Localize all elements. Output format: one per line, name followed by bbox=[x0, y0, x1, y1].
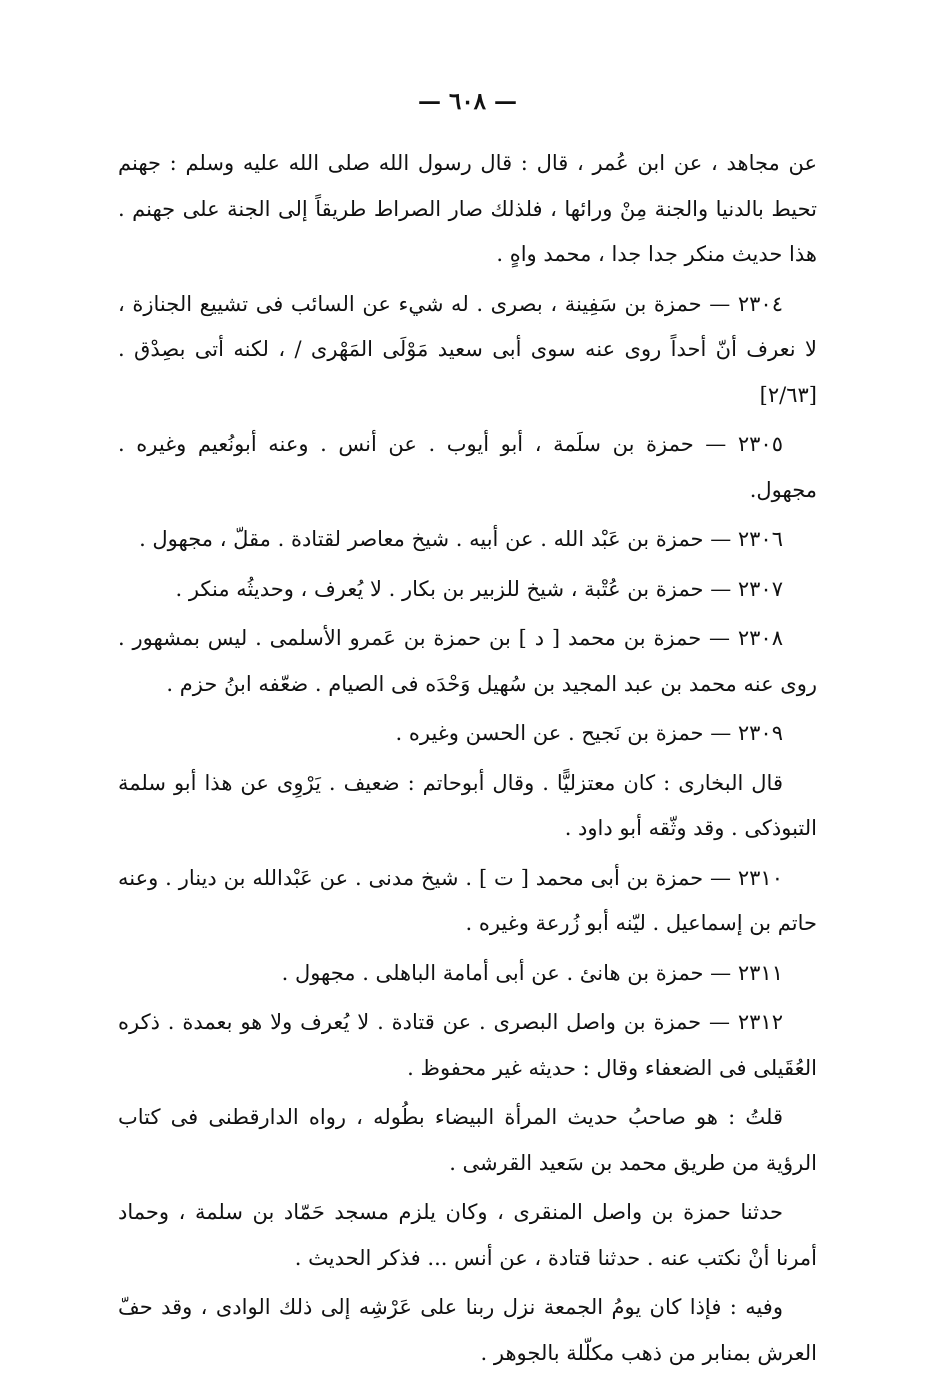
entry-2304 bbox=[118, 282, 817, 419]
entry-text: ٢٣٠٤ — حمزة بن سَفِينة ، بصرى . له شيء عن السائب فى تشييع الجنازة ، لا نعرف أنّ أحداً روى عنه سوى أبى سعيد مَوْلَى المَهْرى / ، لكنه أتى بصِدْق . bbox=[118, 291, 817, 361]
paragraph: عن مجاهد ، عن ابن عُمر ، قال : قال رسول الله صلى الله عليه وسلم : جهنم تحيط بالدنيا والجنة مِنْ ورائها ، فلذلك صار الصراط طريقاً إلى الجنة على جهنم . هذا حديث منكر جدا جدا ، محمد واهٍ . bbox=[118, 151, 817, 266]
paragraph: حدثنا حمزة بن واصل المنقرى ، وكان يلزم مسجد حَمّاد بن سلمة ، وحماد أمرنا أنْ نكتب عنه . حدثنا قتادة ، عن أنس ... فذكر الحديث . bbox=[118, 1200, 817, 1270]
paragraph: قلتُ : هو صاحبُ حديث المرأة البيضاء بطُوله ، رواه الدارقطنى فى كتاب الرؤية من طريق محمد بن سَعيد القرشى . bbox=[118, 1105, 817, 1175]
entry-2311: ٢٣١١ — حمزة بن هانئ . عن أبى أمامة الباهلى . مجهول . bbox=[281, 960, 783, 985]
entry-2305: ٢٣٠٥ — حمزة بن سلَمة ، أبو أيوب . عن أنس . وعنه أبونُعيم وغيره . مجهول. bbox=[118, 432, 817, 502]
text-body bbox=[118, 141, 817, 1376]
entry-2307: ٢٣٠٧ — حمزة بن عُتْبة ، شيخ للزبير بن بكار . لا يُعرف ، وحديثُه منكر . bbox=[175, 576, 783, 601]
margin-reference: [٢/٦٣] bbox=[759, 382, 817, 407]
entry-2306: ٢٣٠٦ — حمزة بن عَبْد الله . عن أبيه . شيخ معاصر لقتادة . مقلّ ، مجهول . bbox=[139, 527, 783, 551]
entry-2309: ٢٣٠٩ — حمزة بن نَجيح . عن الحسن وغيره . bbox=[395, 721, 783, 745]
entry-2310: ٢٣١٠ — حمزة بن أبى محمد [ ت ] . شيخ مدنى . عن عَبْدالله بن دينار . وعنه حاتم بن إسماعيل . ليّنه أبو زُرعة وغيره . bbox=[118, 865, 817, 935]
page-number: — ٦٠٨ — bbox=[417, 88, 518, 115]
paragraph: قال البخارى : كان معتزليًّا . وقال أبوحاتم : ضعيف . يَرْوِى عن هذا أبو سلمة التبوذكى . وقد وثّقه أبو داود . bbox=[118, 770, 817, 840]
entry-2308: ٢٣٠٨ — حمزة بن محمد [ د ] بن حمزة بن عَمرو الأسلمى . ليس بمشهور . روى عنه محمد بن عبد المجيد بن سُهيل وَحْدَه فى الصيام . ضعّفه ابنُ حزم . bbox=[118, 626, 817, 696]
entry-2312: ٢٣١٢ — حمزة بن واصل البصرى . عن قتادة . لا يُعرف ولا هو بعمدة . ذكره العُقَيلى فى الضعفاء وقال : حديثه غير محفوظ . bbox=[118, 1010, 817, 1080]
paragraph: وفيه : فإذا كان يومُ الجمعة نزل ربنا على عَرْشِه إلى ذلك الوادى ، وقد حفّ العرش بمنابر من ذهب مكلّلة بالجوهر . bbox=[118, 1295, 817, 1365]
